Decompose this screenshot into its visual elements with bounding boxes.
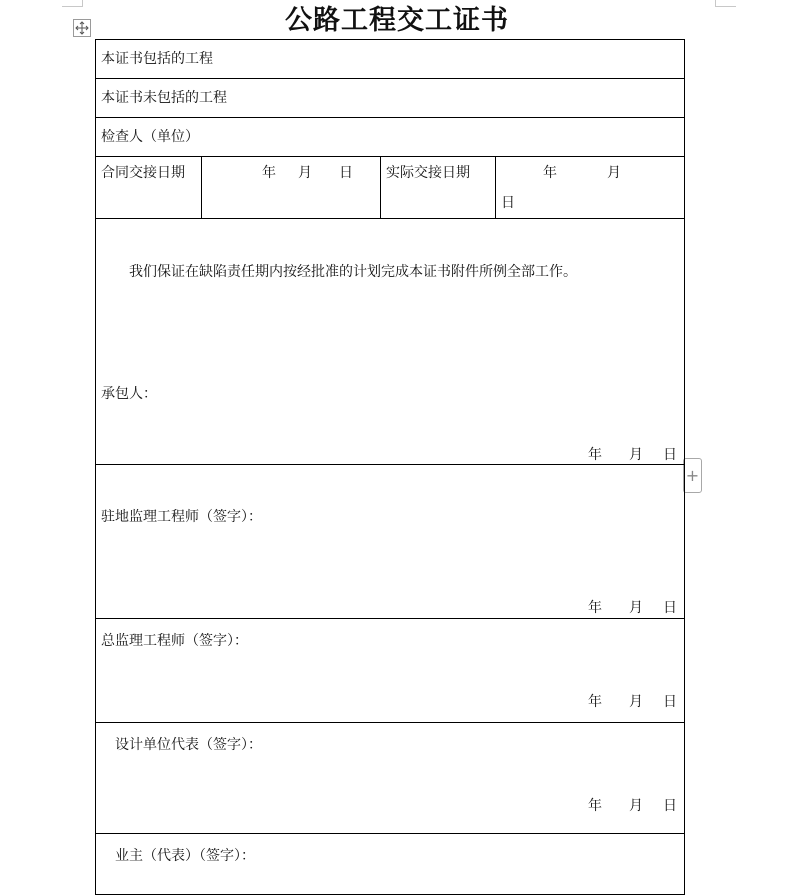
actual-handover-label: 实际交接日期: [386, 165, 470, 181]
owner-label: 业主（代表）（签字）：: [115, 848, 255, 864]
actual-date-month: 月: [607, 165, 621, 181]
contract-handover-label-cell: [96, 157, 202, 219]
excluded-works-cell[interactable]: [96, 79, 685, 118]
resident-date-month: 月: [629, 600, 643, 616]
contractor-date-year: 年: [588, 447, 602, 463]
chief-engineer-label: 总监理工程师（签字）：: [101, 633, 248, 649]
included-works-cell[interactable]: [96, 40, 685, 79]
table-row-inspector: [96, 118, 685, 157]
excluded-works-label: 本证书未包括的工程: [101, 90, 227, 106]
table-row-included-works: [96, 40, 685, 79]
contractor-date-day: 日: [663, 447, 677, 463]
owner-cell[interactable]: [96, 834, 685, 895]
chief-date-month: 月: [629, 694, 643, 710]
resident-date-day: 日: [663, 600, 677, 616]
contractor-date-line: [588, 444, 677, 464]
chief-date-year: 年: [588, 694, 602, 710]
chief-engineer-cell[interactable]: [96, 619, 685, 723]
table-row-excluded-works: [96, 79, 685, 118]
design-rep-date-line: [588, 795, 677, 815]
plus-icon: +: [685, 465, 700, 485]
chief-engineer-date-line: [588, 691, 677, 711]
table-row-chief-engineer: [96, 619, 685, 723]
actual-date-year: 年: [543, 165, 557, 181]
contract-handover-date-cell[interactable]: [202, 157, 381, 219]
actual-handover-label-cell: [381, 157, 496, 219]
contractor-cell[interactable]: [96, 219, 685, 465]
table-row-handover-dates: [96, 157, 685, 219]
table-row-design-rep: [96, 723, 685, 834]
chief-date-day: 日: [663, 694, 677, 710]
design-date-year: 年: [588, 798, 602, 814]
included-works-label: 本证书包括的工程: [101, 51, 213, 67]
handover-certificate-table: [95, 39, 685, 895]
contract-date-year: 年: [262, 165, 276, 181]
design-date-month: 月: [629, 798, 643, 814]
guarantee-statement: 我们保证在缺陷责任期内按经批准的计划完成本证书附件所例全部工作。: [129, 264, 577, 280]
inspector-label: 检查人（单位）: [101, 129, 199, 145]
contract-date-day: 日: [339, 165, 353, 181]
table-row-owner: [96, 834, 685, 895]
contract-handover-label: 合同交接日期: [101, 165, 185, 181]
resident-date-year: 年: [588, 600, 602, 616]
actual-date-day: 日: [501, 195, 515, 211]
table-row-resident-engineer: [96, 465, 685, 619]
add-row-button[interactable]: [683, 458, 702, 493]
contractor-date-month: 月: [629, 447, 643, 463]
resident-engineer-date-line: [588, 597, 677, 617]
design-date-day: 日: [663, 798, 677, 814]
design-rep-cell[interactable]: [96, 723, 685, 834]
resident-engineer-label: 驻地监理工程师（签字）：: [101, 509, 262, 525]
actual-handover-date-cell[interactable]: [496, 157, 685, 219]
resident-engineer-cell[interactable]: [96, 465, 685, 619]
document-title: 公路工程交工证书: [285, 5, 509, 36]
contractor-label: 承包人：: [101, 386, 157, 402]
contract-date-month: 月: [298, 165, 312, 181]
inspector-cell[interactable]: [96, 118, 685, 157]
table-row-contractor: [96, 219, 685, 465]
design-rep-label: 设计单位代表（签字）：: [115, 737, 262, 753]
